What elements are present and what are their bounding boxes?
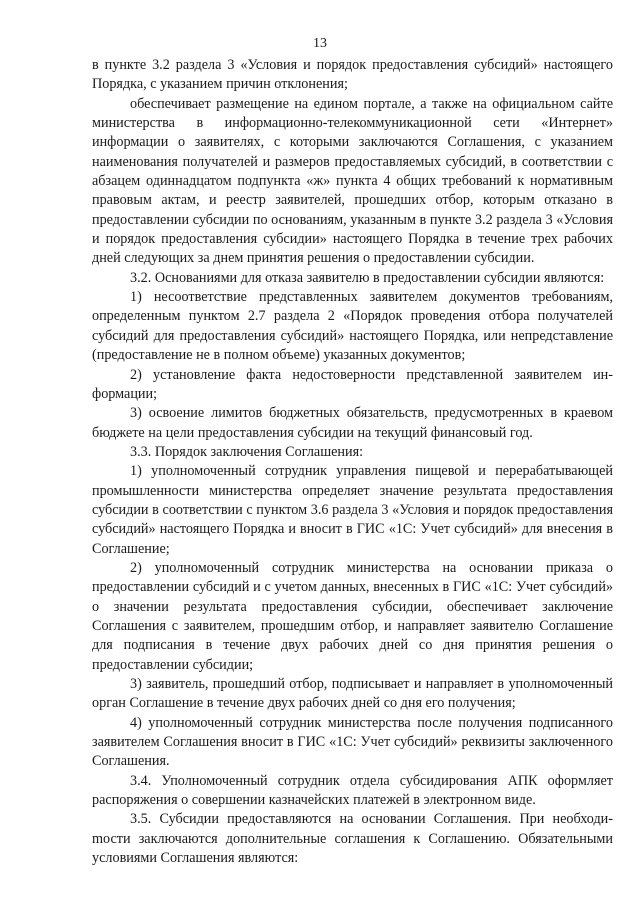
paragraph-3-2-item-1: 1) несоответствие представленных заявителем документов требованиям, определенным пунктом 2.7 раздела 2 «Порядок проведения отбора получателей субсидий для предоставления субсидий» настоящего Порядка, или непредставление (предоставление не в полном объеме) указанных документов; bbox=[92, 289, 613, 364]
paragraph-3-2-item-2: 2) установление факта недостоверности представленной заявителем информации; bbox=[92, 366, 613, 402]
paragraph-3-2-heading: 3.2. Основаниями для отказа заявителю в предоставлении субсидии являются: bbox=[130, 269, 605, 286]
paragraph-3-2-item-3: 3) освоение лимитов бюджетных обязательств, предусмотренных в краевом бюджете на цели предоставления субсидии на текущий финансовый год. bbox=[92, 405, 613, 441]
paragraph-3-5: 3.5. Субсидии предоставляются на основании Соглашения. При необходиmости заключаются дополнительные соглашения к Соглашению. Обязательными условиями Соглашения являются: bbox=[92, 811, 613, 867]
paragraph-3-3-item-1: 1) уполномоченный сотрудник управления пищевой и перерабатывающей промышленности министерства определяет значение результата предоставления субсидии в соответствии с пунктом 3.6 раздела 3 «Условия и порядок предоставления субсидий» настоящего Порядка и вносит в ГИС «1С: Учет субсидий» для внесения в Соглашение; bbox=[92, 463, 613, 557]
paragraph-3-3-item-3: 3) заявитель, прошедший отбор, подписывает и направляет в уполномоченный орган Соглашение в течение двух рабочих дней со дня его получения; bbox=[92, 676, 613, 712]
paragraph-portal-publication: обеспечивает размещение на едином портале, а также на официальном сайте министерства в информационно-телекоммуникационной сети «Интернет» информации о заявителях, с которыми заключаются Соглашения, с указанием наименования получателей и размеров предоставляемых субсидий, в соответствии с абзацем одиннадцатом подпункта «ж» пункта 4 общих требований к нормативным правовым актам, и реестр заявителей, прошедших отбор, которым отказано в предоставлении субсидии по основаниям, указанным в пункте 3.2 раздела 3 «Условия и порядок предоставления субсидии» настоящего Порядка в течение трех рабочих дней следующих за днем принятия решения о предоставлении субсидии. bbox=[92, 95, 613, 267]
paragraph-3-3-item-2: 2) уполномоченный сотрудник министерства на основании приказа о предоставлении субсидий и с учетом данных, внесенных в ГИС «1С: Учет субсидий» о значении результата предоставления субсидии, обеспечивает заключение Соглашения с заявителем, прошедшим отбор, и направляет заявителю Соглашение для подписания в течение двух рабочих дней со дня принятия решения о предоставлении субсидии; bbox=[92, 559, 613, 673]
body-text bbox=[92, 56, 613, 868]
paragraph-3-4: 3.4. Уполномоченный сотрудник отдела субсидирования АПК оформляет распоряжения о совершении казначейских платежей в электронном виде. bbox=[92, 772, 613, 809]
paragraph-3-3-item-4: 4) уполномоченный сотрудник министерства после получения подписанного заявителем Соглашения вносит в ГИС «1С: Учет субсидий» реквизиты заключенного Соглашения. bbox=[92, 714, 613, 770]
paragraph-3-3-heading: 3.3. Порядок заключения Соглашения: bbox=[130, 443, 364, 460]
page-number: 13 bbox=[313, 36, 327, 51]
paragraph-continuation: в пункте 3.2 раздела 3 «Условия и порядок предоставления субсидий» настоящего Порядка, с указанием причин отклонения; bbox=[92, 57, 613, 93]
